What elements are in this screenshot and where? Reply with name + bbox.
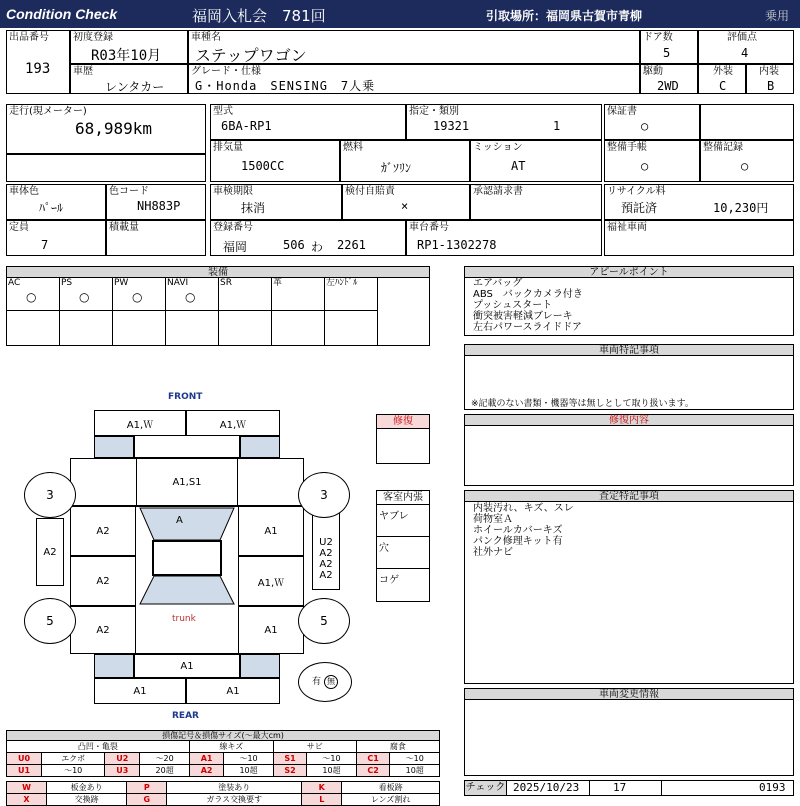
- legend-desc: ～10: [307, 753, 356, 765]
- displacement-box: [210, 140, 340, 182]
- model-box: [188, 30, 640, 64]
- rear-label: REAR: [172, 711, 199, 721]
- interior-lining-item: 穴: [377, 537, 429, 569]
- appeal-list: [473, 278, 583, 333]
- chassis-box: [406, 220, 602, 256]
- back-door[interactable]: [134, 654, 240, 678]
- equipment-value: ○: [79, 290, 90, 304]
- tire-front-left[interactable]: [24, 472, 76, 518]
- equipment-cell-blank: [60, 311, 113, 345]
- legend-group: サビ: [273, 741, 356, 753]
- right-side-code: A2: [319, 570, 333, 581]
- inspection-doc-box: [342, 184, 470, 220]
- reg-no-label: 登録番号: [213, 222, 253, 233]
- equipment-cell-blank: [219, 311, 272, 345]
- appeal-panel: [464, 266, 794, 336]
- equipment-label: PW: [114, 278, 129, 288]
- legend-code: S1: [273, 753, 306, 765]
- drive-value: 2WD: [657, 79, 679, 93]
- equipment-cell-blank: [325, 311, 378, 345]
- equipment-cell: [113, 278, 166, 311]
- type-label: 型式: [213, 106, 233, 117]
- displacement-value: 1500CC: [241, 159, 285, 173]
- right-side-codes: [313, 537, 339, 581]
- mileage-value: 68,989km: [75, 119, 153, 138]
- interior-value: B: [767, 79, 775, 93]
- legend-desc: ～10: [224, 753, 273, 765]
- check-date: 2025/10/23: [513, 781, 580, 794]
- legend-desc: 看板跡: [342, 782, 440, 794]
- rear-bumper-right[interactable]: [186, 678, 280, 704]
- spare-tire-status: 有: [312, 677, 322, 687]
- legend-code: C1: [356, 753, 390, 765]
- special-note: ※記載のない書類・機器等は無しとして取り扱います。: [471, 399, 694, 409]
- inspector-item: 内装汚れ、キズ、スレ: [473, 503, 574, 514]
- type-value: 6BA-RP1: [221, 119, 272, 133]
- equipment-title: 装備: [7, 267, 429, 278]
- equipment-cell: [60, 278, 113, 311]
- vehicle-category: 乗用: [765, 9, 790, 23]
- right-front-door[interactable]: [238, 506, 304, 556]
- check-label: チェック: [465, 782, 506, 793]
- recycle-fee: 10,230円: [713, 201, 769, 215]
- service-box: [700, 140, 794, 182]
- score-value: 4: [741, 46, 749, 60]
- appeal-item: プッシュスタート: [473, 300, 553, 311]
- change-panel: [464, 688, 794, 776]
- color-code-label: 色コード: [109, 186, 149, 197]
- inspector-item: ホイールカバーキズ: [473, 525, 563, 536]
- equipment-label: SR: [220, 278, 232, 288]
- legend-desc: レンズ割れ: [342, 794, 440, 806]
- equipment-cell: [219, 278, 272, 311]
- front-bumper-right[interactable]: [186, 410, 280, 436]
- inspector-item: パンク修理キット有: [473, 536, 563, 547]
- right-side-code: U2: [319, 537, 333, 548]
- legend-desc: 10超: [224, 765, 273, 777]
- drive-box: [640, 64, 698, 94]
- manual-value: ○: [641, 159, 649, 173]
- equipment-label: AC: [8, 278, 21, 288]
- interior-lining-item: コゲ: [379, 575, 399, 586]
- roof-panel[interactable]: [152, 540, 222, 576]
- legend-group: 凸凹・亀裂: [7, 741, 190, 753]
- history-label: 車歴: [73, 66, 93, 77]
- score-box: [698, 30, 794, 64]
- right-rear-door[interactable]: [238, 556, 304, 606]
- legend-desc: 10超: [307, 765, 356, 777]
- doors-value: 5: [663, 46, 671, 60]
- inspection-value: 抹消: [241, 201, 266, 215]
- equipment-cell-blank: [113, 311, 166, 345]
- legend-code: A1: [189, 753, 223, 765]
- appeal-item: ABS バックカメラ付き: [473, 289, 583, 300]
- category-number: 1: [553, 119, 561, 133]
- tire-front-right[interactable]: [298, 472, 350, 518]
- legend-group: 線キズ: [189, 741, 273, 753]
- spare-tire-icon: 無: [324, 675, 338, 689]
- tire-front-right-code: 3: [320, 488, 328, 502]
- legend-table-2: [6, 781, 440, 806]
- equipment-label: PS: [61, 278, 73, 288]
- designation-box: [406, 104, 602, 140]
- fuel-label: 燃料: [343, 142, 363, 153]
- equipment-cell-blank: [7, 311, 60, 345]
- model-label: 車種名: [191, 32, 221, 43]
- left-front-fender[interactable]: [70, 458, 136, 506]
- score-label: 評価点: [727, 32, 757, 43]
- mileage-label: 走行(現メーター): [9, 106, 87, 117]
- appeal-title: アピールポイント: [465, 267, 793, 278]
- appeal-item: エアバッグ: [473, 278, 523, 289]
- color-value: ﾊﾟｰﾙ: [39, 201, 64, 215]
- check-divider-1: [589, 781, 590, 795]
- transmission-label: ミッション: [473, 142, 523, 153]
- mileage-blank: [6, 154, 206, 182]
- legend-code: U2: [105, 753, 140, 765]
- inspector-panel: [464, 490, 794, 684]
- appeal-item: 左右パワースライドドア: [473, 322, 582, 333]
- spare-tire[interactable]: [298, 662, 352, 702]
- trunk-label: trunk: [172, 614, 196, 624]
- chassis-value: RP1-1302278: [417, 238, 497, 252]
- legend-desc: ～20: [140, 753, 189, 765]
- grille: [134, 436, 240, 458]
- legend: [6, 730, 440, 806]
- left-taillight: [94, 654, 134, 678]
- special-title: 車両特記事項: [465, 345, 793, 356]
- inspector-list: [473, 503, 574, 558]
- tire-rear-right-code: 5: [320, 614, 328, 628]
- lot-label: 出品番号: [9, 32, 49, 43]
- service-value: ○: [741, 159, 749, 173]
- legend-code: X: [7, 794, 47, 806]
- welfare-label: 福祉車両: [607, 222, 647, 233]
- equipment-cell: [325, 278, 378, 311]
- legend-desc: ガラス交換要す: [167, 794, 302, 806]
- change-title: 車両変更情報: [465, 689, 793, 700]
- interior-box: [746, 64, 794, 94]
- appeal-item: 衝突被害軽減ブレーキ: [473, 311, 573, 322]
- equipment-label: NAVI: [167, 278, 189, 288]
- inspection-doc-label: 検付自賠責: [345, 186, 395, 197]
- legend-title: 損傷記号＆損傷サイズ(～最大cm): [6, 730, 440, 740]
- history-value: レンタカー: [105, 80, 165, 94]
- equipment-cell-blank: [272, 311, 325, 345]
- approval-label: 承認請求書: [473, 186, 523, 197]
- right-side-code: A2: [319, 548, 333, 559]
- first-reg-box: [70, 30, 188, 64]
- lot-box: [6, 30, 70, 94]
- left-side-sill-code: A2: [43, 546, 57, 558]
- left-rear-quarter-code: A2: [96, 624, 110, 636]
- check-divider-2: [661, 781, 662, 795]
- repair-content-panel: [464, 414, 794, 486]
- legend-desc: エクボ: [42, 753, 105, 765]
- tire-rear-left-code: 5: [46, 614, 54, 628]
- legend-desc: 塗装あり: [167, 782, 302, 794]
- front-bumper-left[interactable]: [94, 410, 186, 436]
- model-name: ステップワゴン: [195, 46, 307, 65]
- tire-rear-right[interactable]: [298, 598, 350, 644]
- load-label: 積載量: [109, 222, 139, 233]
- rear-bumper-left[interactable]: [94, 678, 186, 704]
- right-rear-quarter-code: A1: [264, 624, 278, 636]
- repair-content-title: 修復内容: [465, 415, 793, 426]
- warranty-label: 保証書: [607, 106, 637, 117]
- auction-name: 福岡入札会 781回: [192, 7, 326, 25]
- equipment-cell: [272, 278, 325, 311]
- legend-desc: 板金あり: [47, 782, 127, 794]
- left-front-door[interactable]: [70, 506, 136, 556]
- inspector-item: 社外ナビ: [473, 547, 513, 558]
- windshield: [140, 508, 234, 540]
- warranty-value: ○: [641, 119, 649, 133]
- right-side-code: A2: [319, 559, 333, 570]
- grade-label: グレード・仕様: [191, 66, 261, 77]
- left-front-door-code: A2: [96, 525, 110, 537]
- load-box: [106, 220, 206, 256]
- rear-bumper-left-code: A1: [133, 685, 147, 697]
- warranty-box: [604, 104, 700, 140]
- approval-box: [470, 184, 602, 220]
- check-bar: [464, 780, 794, 796]
- interior-lining-item: ヤブレ: [377, 505, 429, 537]
- type-box: [210, 104, 406, 140]
- repair-label: 修復: [377, 415, 429, 429]
- equipment-label: 革: [273, 278, 283, 288]
- legend-code: S2: [273, 765, 306, 777]
- recycle-label: リサイクル料: [607, 186, 666, 197]
- transmission-box: [470, 140, 602, 182]
- left-rear-quarter[interactable]: [70, 606, 136, 654]
- lot-number: 193: [25, 61, 51, 77]
- equipment-cell-blank: [166, 311, 219, 345]
- sheet-title: Condition Check: [6, 6, 118, 22]
- tire-rear-left[interactable]: [24, 598, 76, 644]
- transmission-value: AT: [511, 159, 526, 173]
- legend-code: L: [302, 794, 342, 806]
- interior-lining-box: [376, 490, 430, 602]
- legend-code: K: [302, 782, 342, 794]
- fuel-value: ｶﾞｿﾘﾝ: [381, 161, 412, 175]
- manual-label: 整備手帳: [607, 142, 647, 153]
- service-label: 整備記録: [703, 142, 743, 153]
- right-front-fender[interactable]: [238, 458, 304, 506]
- equipment-cell: [166, 278, 219, 311]
- legend-code: W: [7, 782, 47, 794]
- front-label: FRONT: [168, 392, 203, 402]
- doors-box: [640, 30, 698, 64]
- front-bumper-left-code: A1,Ｗ: [126, 419, 154, 431]
- equipment-panel: [6, 266, 430, 346]
- special-panel: [464, 344, 794, 410]
- inspector-title: 査定特記事項: [465, 491, 793, 502]
- color-label: 車体色: [9, 186, 39, 197]
- check-number: 17: [613, 781, 627, 794]
- color-box: [6, 184, 106, 220]
- recycle-box: [604, 184, 794, 220]
- reg-no-box: [210, 220, 406, 256]
- first-reg-value: R03年10月: [91, 48, 162, 64]
- equipment-label: 左ﾊﾝﾄﾞﾙ: [326, 278, 358, 288]
- capacity-value: 7: [41, 238, 49, 252]
- displacement-label: 排気量: [213, 142, 243, 153]
- legend-desc: 交換跡: [47, 794, 127, 806]
- color-code-value: NH883P: [137, 199, 181, 213]
- legend-code: U0: [7, 753, 42, 765]
- interior-lining-title: 客室内張: [377, 491, 429, 505]
- pickup-location: 引取場所：福岡県古賀市青柳: [486, 9, 643, 23]
- doors-label: ドア数: [643, 32, 673, 43]
- welfare-box: [604, 220, 794, 256]
- mileage-box: [6, 104, 206, 154]
- back-door-code: A1: [180, 660, 194, 672]
- fuel-box: [340, 140, 470, 182]
- chassis-label: 車台番号: [409, 222, 449, 233]
- reg-office: 福岡: [223, 240, 248, 254]
- reg-kana: わ: [311, 240, 324, 254]
- reg-class: 506: [283, 238, 305, 252]
- inspection-label: 車検期限: [213, 186, 253, 197]
- right-rear-quarter[interactable]: [238, 606, 304, 654]
- grade-value: G・Honda SENSING 7人乗: [195, 79, 376, 93]
- recycle-status: 預託済: [621, 201, 658, 215]
- legend-code: C2: [356, 765, 390, 777]
- right-taillight: [240, 654, 280, 678]
- equipment-value: ○: [26, 290, 37, 304]
- equipment-value: ○: [132, 290, 143, 304]
- right-front-door-code: A1: [264, 525, 278, 537]
- inspection-box: [210, 184, 342, 220]
- first-reg-label: 初度登録: [73, 32, 113, 43]
- legend-desc: ～10: [42, 765, 105, 777]
- right-rear-door-code: A1,Ｗ: [257, 577, 285, 589]
- grade-box: [188, 64, 640, 94]
- exterior-label: 外装: [713, 66, 733, 77]
- left-headlight: [94, 436, 134, 458]
- interior-label: 内装: [759, 66, 779, 77]
- manual-box: [604, 140, 700, 182]
- legend-code: P: [127, 782, 167, 794]
- right-headlight: [240, 436, 280, 458]
- capacity-box: [6, 220, 106, 256]
- roof-code: A: [176, 515, 183, 526]
- legend-code: U1: [7, 765, 42, 777]
- equipment-cell: [7, 278, 60, 311]
- exterior-value: C: [719, 79, 727, 93]
- legend-desc: 20超: [140, 765, 189, 777]
- color-code-box: [106, 184, 206, 220]
- designation-value: 19321: [433, 119, 470, 133]
- header-bar: [0, 0, 800, 28]
- inspector-item: 荷物室Ａ: [473, 514, 513, 525]
- tire-front-left-code: 3: [46, 488, 54, 502]
- equipment-value: ○: [185, 290, 196, 304]
- left-side-sill[interactable]: [36, 518, 64, 586]
- legend-group: 腐食: [356, 741, 439, 753]
- rear-window: [140, 576, 234, 604]
- reg-number: 2261: [337, 238, 366, 252]
- history-box: [70, 64, 188, 94]
- hood[interactable]: [136, 458, 238, 506]
- rear-bumper-right-code: A1: [226, 685, 240, 697]
- exterior-box: [698, 64, 746, 94]
- legend-code: G: [127, 794, 167, 806]
- drive-label: 駆動: [643, 66, 663, 77]
- legend-desc: ～10: [390, 753, 440, 765]
- designation-label: 指定・類別: [409, 106, 459, 117]
- repair-box: [376, 414, 430, 464]
- legend-desc: 10超: [390, 765, 440, 777]
- legend-code: U3: [105, 765, 140, 777]
- capacity-label: 定員: [9, 222, 29, 233]
- warranty-blank: [700, 104, 794, 140]
- hood-code: A1,S1: [172, 476, 202, 488]
- check-id: 0193: [759, 781, 786, 794]
- front-bumper-right-code: A1,Ｗ: [219, 419, 247, 431]
- legend-table: [6, 740, 440, 777]
- inspection-doc-value: ×: [401, 199, 409, 213]
- right-side-sill[interactable]: [312, 506, 340, 590]
- legend-code: A2: [189, 765, 223, 777]
- left-rear-door-code: A2: [96, 575, 110, 587]
- left-rear-door[interactable]: [70, 556, 136, 606]
